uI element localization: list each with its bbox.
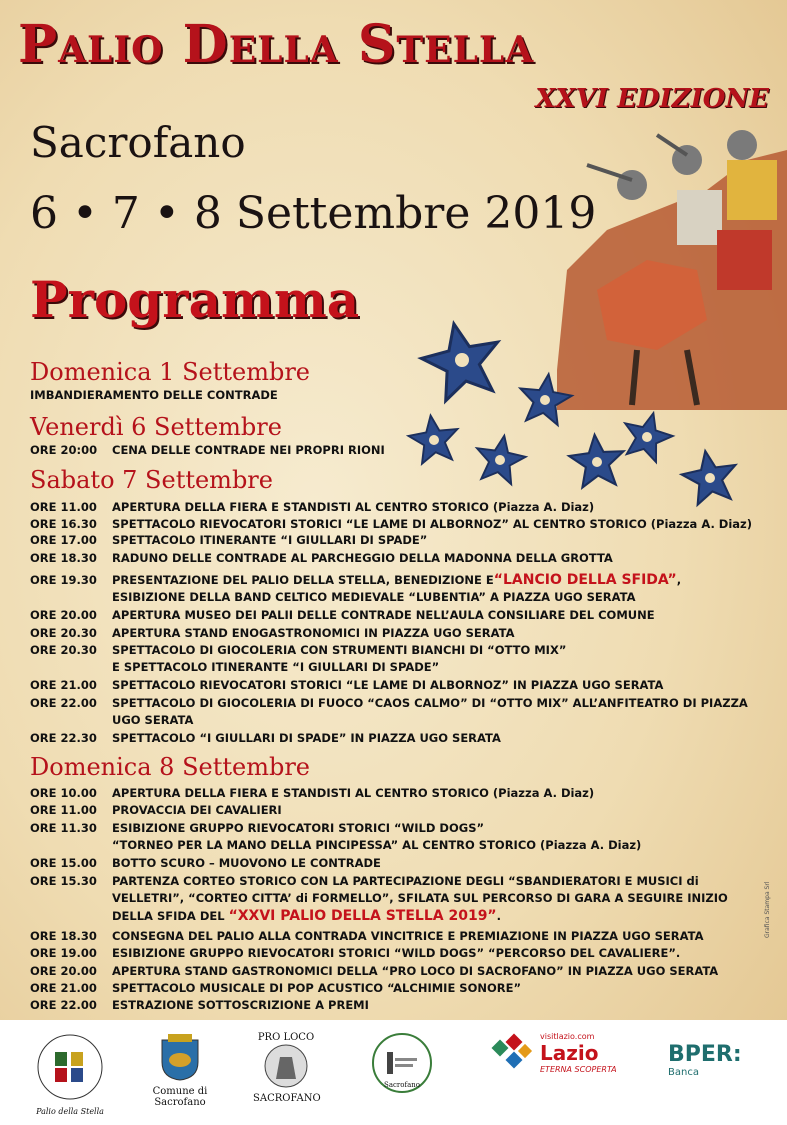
event-time: ORE 21.00	[30, 678, 97, 692]
event-desc: SPETTACOLO RIEVOCATORI STORICI “LE LAME DI ALBORNOZ” IN PIAZZA UGO SERATA	[112, 678, 664, 692]
event-time: ORE 22.00	[30, 696, 97, 710]
event-time: ORE 20.30	[30, 643, 97, 657]
event-desc: BOTTO SCURO – MUOVONO LE CONTRADE	[112, 856, 381, 870]
day-heading-ven6: Venerdì 6 Settembre	[30, 413, 282, 441]
comune-logo	[145, 1032, 215, 1108]
event-desc: APERTURA MUSEO DEI PALII DELLE CONTRADE NELL’AULA CONSILIARE DEL COMUNE	[112, 608, 655, 622]
event-time: ORE 19.30	[30, 573, 97, 587]
comune-crest-icon	[160, 1032, 200, 1082]
bper-sub: Banca	[668, 1067, 699, 1078]
event-desc: APERTURA DELLA FIERA E STANDISTI AL CENTRO STORICO (Piazza A. Diaz)	[112, 786, 595, 800]
bper-logo	[668, 1042, 758, 1078]
event-row	[30, 443, 385, 457]
event-time: ORE 11.30	[30, 821, 97, 835]
event-desc: ESIBIZIONE GRUPPO RIEVOCATORI STORICI “WILD DOGS”	[112, 821, 485, 835]
event-desc: SPETTACOLO “I GIULLARI DI SPADE” IN PIAZZA UGO SERATA	[112, 731, 501, 745]
event-time: ORE 11.00	[30, 500, 97, 514]
event-time: ORE 15.00	[30, 856, 97, 870]
event-desc: ESIBIZIONE GRUPPO RIEVOCATORI STORICI “WILD DOGS” “PERCORSO DEL CAVALIERE”.	[112, 946, 681, 960]
event-row	[30, 874, 699, 888]
event-row	[30, 964, 718, 978]
event-row	[30, 821, 484, 835]
event-dates: 6 • 7 • 8 Settembre 2019	[30, 188, 597, 239]
event-desc-cont: VELLETRI”, “CORTEO CITTA’ di FORMELLO”, SFILATA SUL PERCORSO DI GARA A SEGUIRE INIZIO	[112, 891, 728, 905]
bper-name: BPER:	[668, 1042, 742, 1067]
knights-illustration	[537, 120, 787, 410]
event-row	[30, 803, 282, 817]
event-desc: SPETTACOLO DI GIOCOLERIA DI FUOCO “CAOS CALMO” DI “OTTO MIX” ALL’ANFITEATRO DI PIAZZA	[112, 696, 748, 710]
event-time: ORE 18.30	[30, 551, 97, 565]
proloco-caption-bottom: SACROFANO	[253, 1093, 321, 1104]
event-row	[30, 856, 381, 870]
contrade-logo	[30, 1032, 110, 1117]
visitlazio-name: Lazio	[540, 1041, 599, 1065]
event-row	[30, 678, 663, 692]
event-desc: SPETTACOLO MUSICALE DI POP ACUSTICO “ALCHIMIE SONORE”	[112, 981, 522, 995]
proloco-logo	[253, 1032, 319, 1104]
event-row	[30, 929, 704, 943]
event-desc: PROVACCIA DEI CAVALIERI	[112, 803, 282, 817]
proloco-emblem-icon	[262, 1043, 310, 1089]
event-desc: RADUNO DELLE CONTRADE AL PARCHEGGIO DELLA MADONNA DELLA GROTTA	[112, 551, 613, 565]
event-row	[30, 533, 427, 547]
event-desc: PARTENZA CORTEO STORICO CON LA PARTECIPAZIONE DEGLI “SBANDIERATORI E MUSICI di	[112, 874, 699, 888]
event-time: ORE 19.00	[30, 946, 97, 960]
day-heading-sab7: Sabato 7 Settembre	[30, 466, 273, 494]
event-desc-tail: ,	[676, 573, 682, 587]
event-time: ORE 20.00	[30, 964, 97, 978]
event-row	[30, 696, 748, 710]
event-time: ORE 18.30	[30, 929, 97, 943]
comune-caption-1: Comune di	[152, 1086, 208, 1097]
event-row	[30, 998, 369, 1012]
visitlazio-logo	[490, 1032, 620, 1078]
event-row	[30, 551, 613, 565]
event-row	[30, 786, 594, 800]
day-subtitle: IMBANDIERAMENTO DELLE CONTRADE	[30, 388, 278, 402]
town-name: Sacrofano	[30, 118, 246, 167]
event-desc: CONSEGNA DEL PALIO ALLA CONTRADA VINCITRICE E PREMIAZIONE IN PIAZZA UGO SERATA	[112, 929, 704, 943]
event-desc-cont: E SPETTACOLO ITINERANTE “I GIULLARI DI SPADE”	[112, 660, 440, 674]
visitlazio-mosaic-icon	[490, 1032, 536, 1078]
event-desc-cont: “TORNEO PER LA MANO DELLA PINCIPESSA” AL CENTRO STORICO (Piazza A. Diaz)	[112, 838, 642, 852]
proloco-caption-top: PRO LOCO	[257, 1032, 315, 1043]
event-title: Palio Della Stella	[18, 14, 535, 75]
edition-label: XXVI EDIZIONE	[535, 84, 769, 114]
event-row	[30, 517, 752, 531]
event-time: ORE 22.00	[30, 998, 97, 1012]
contrade-seal-icon	[35, 1032, 105, 1102]
event-highlight: “XXVI PALIO DELLA STELLA 2019”	[228, 908, 497, 924]
event-row	[30, 981, 521, 995]
event-row	[30, 500, 594, 514]
programma-heading: Programma	[30, 270, 360, 329]
day-heading-dom8: Domenica 8 Settembre	[30, 753, 310, 781]
contrade-caption: Palio della Stella	[36, 1107, 104, 1116]
event-time: ORE 10.00	[30, 786, 97, 800]
event-desc: SPETTACOLO ITINERANTE “I GIULLARI DI SPADE”	[112, 533, 428, 547]
visitlazio-url: visitlazio.com	[540, 1032, 595, 1041]
print-credit: Grafica Stampa Srl	[764, 881, 771, 938]
visitlazio-tagline: ETERNA SCOPERTA	[540, 1065, 617, 1074]
association-logo	[370, 1032, 434, 1091]
day-heading-dom1: Domenica 1 Settembre	[30, 358, 310, 386]
event-time: ORE 20:00	[30, 443, 98, 457]
event-desc-cont: ESIBIZIONE DELLA BAND CELTICO MEDIEVALE “LUBENTIA” A PIAZZA UGO SERATA	[112, 590, 636, 604]
event-desc: APERTURA STAND ENOGASTRONOMICI IN PIAZZA UGO SERATA	[112, 626, 515, 640]
event-time: ORE 11.00	[30, 803, 97, 817]
event-row	[30, 643, 566, 657]
event-desc: APERTURA STAND GASTRONOMICI DELLA “PRO LOCO DI SACROFANO” IN PIAZZA UGO SERATA	[112, 964, 719, 978]
event-desc: PRESENTAZIONE DEL PALIO DELLA STELLA, BENEDIZIONE E	[112, 573, 494, 587]
event-row	[30, 626, 514, 640]
event-desc: SPETTACOLO RIEVOCATORI STORICI “LE LAME DI ALBORNOZ” AL CENTRO STORICO (Piazza A. Diaz)	[112, 517, 753, 531]
event-desc-cont2-text: DELLA SFIDA DEL	[112, 909, 229, 923]
event-row	[30, 946, 680, 960]
sponsor-strip	[0, 1020, 787, 1125]
event-time: ORE 16.30	[30, 517, 97, 531]
event-desc: SPETTACOLO DI GIOCOLERIA CON STRUMENTI BIANCHI DI “OTTO MIX”	[112, 643, 567, 657]
event-desc: CENA DELLE CONTRADE NEI PROPRI RIONI	[112, 443, 385, 457]
comune-caption-2: Sacrofano	[154, 1097, 206, 1108]
event-desc: ESTRAZIONE SOTTOSCRIZIONE A PREMI	[112, 998, 369, 1012]
event-desc-cont2	[112, 908, 501, 924]
event-time: ORE 17.00	[30, 533, 97, 547]
event-time: ORE 20.00	[30, 608, 97, 622]
event-row	[30, 608, 655, 622]
event-desc-cont: UGO SERATA	[112, 713, 194, 727]
event-time: ORE 22.30	[30, 731, 97, 745]
event-row	[30, 572, 681, 588]
event-time: ORE 15.30	[30, 874, 97, 888]
event-highlight: “LANCIO DELLA SFIDA”	[493, 572, 677, 588]
event-desc-tail: .	[496, 909, 502, 923]
event-time: ORE 20.30	[30, 626, 97, 640]
event-desc: APERTURA DELLA FIERA E STANDISTI AL CENTRO STORICO (Piazza A. Diaz)	[112, 500, 595, 514]
association-caption: Sacrofano	[384, 1081, 420, 1089]
event-time: ORE 21.00	[30, 981, 97, 995]
event-row	[30, 731, 501, 745]
